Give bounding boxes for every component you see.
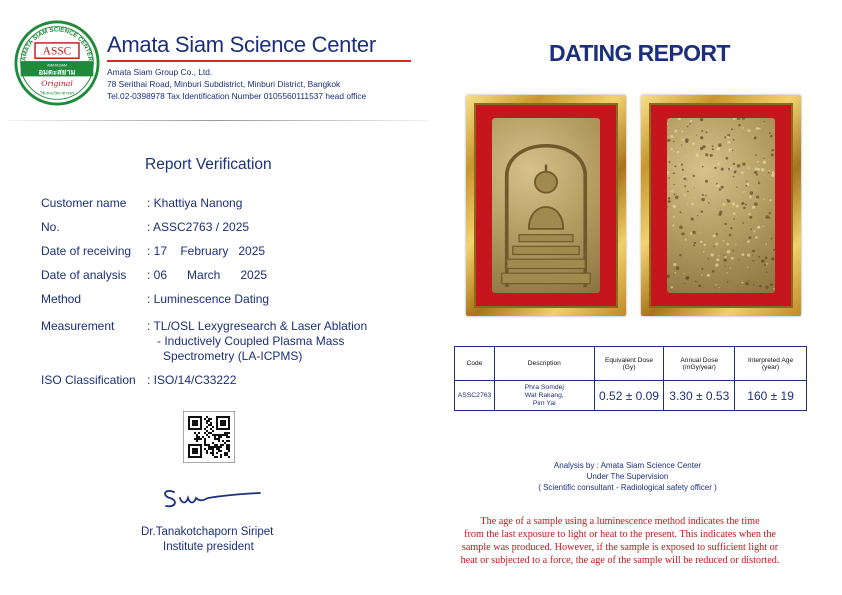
header-code: Code: [455, 347, 495, 381]
disclaimer-line-2: from the last exposure to light or heat to the present. This indicates when the: [464, 529, 776, 540]
header-red-rule: [107, 60, 411, 62]
verification-title: Report Verification: [145, 156, 272, 173]
field-value-measurement-line2: - Inductively Coupled Plasma Mass: [157, 334, 345, 348]
amulet-back: [667, 118, 775, 293]
field-label-measurement: Measurement: [41, 319, 115, 333]
field-label-method: Method: [41, 292, 82, 306]
frame-matte: [474, 103, 618, 308]
disclaimer-line-1: The age of a sample using a luminescence method indicates the time: [480, 516, 760, 527]
disclaimer-line-4: heat or subjected to a force, the age of the sample will be reduced or distorted.: [460, 555, 780, 566]
company-group: Amata Siam Group Co., Ltd.: [107, 67, 213, 77]
header-divider: [8, 120, 428, 121]
field-label-date-analysis: Date of analysis: [41, 268, 127, 282]
company-name: Amata Siam Science Center: [107, 32, 376, 57]
logo-script: Original: [41, 78, 73, 88]
logo-ring-text: AMATA SIAM SCIENCE CENTER: [20, 26, 94, 62]
analysis-consultant: ( Scientific consultant - Radiological safety officer ): [538, 483, 717, 492]
logo-thai-bottom: ใช้แหล่งวิทยาศาสตร์: [39, 90, 75, 96]
header-interpreted-age: Interpreted Age (year): [735, 347, 807, 381]
cell-code: ASSC2763: [455, 381, 495, 411]
signature: [160, 484, 264, 514]
field-value-number: : ASSC2763 / 2025: [147, 220, 250, 234]
company-address: 78 Serithai Road, Minburi Subdistrict, Minburi District, Bangkok: [107, 79, 341, 89]
field-label-customer: Customer name: [41, 196, 127, 210]
signer-name: Dr.Tanakotchaporn Siripet: [141, 526, 274, 538]
dating-results-table: [454, 346, 807, 411]
logo-band-small: AMATASIAM: [47, 63, 67, 68]
amulet-front-photo: [466, 95, 626, 316]
field-value-date-analysis: : 06 March 2025: [147, 268, 268, 282]
table-header-row: [455, 347, 807, 381]
header-annual-dose: Annual Dose (mGy/year): [664, 347, 735, 381]
qr-code[interactable]: [183, 411, 235, 463]
logo-badge-text: ASSC: [42, 45, 72, 58]
frame-matte: [649, 103, 793, 308]
field-value-measurement-line3: Spectrometry (LA-ICPMS): [163, 349, 303, 363]
field-label-iso: ISO Classification: [41, 373, 136, 387]
field-label-date-receiving: Date of receiving: [41, 244, 132, 258]
analysis-supervision: Under The Supervision: [586, 472, 669, 481]
field-value-measurement: : TL/OSL Lexygresearch & Laser Ablation: [147, 319, 368, 333]
field-value-method: : Luminescence Dating: [147, 292, 270, 306]
disclaimer-line-3: sample was produced. However, if the sample is exposed to sufficient light or: [461, 542, 779, 553]
cell-annual-dose: 3.30 ± 0.53: [664, 381, 735, 411]
header-description: Description: [494, 347, 594, 381]
company-contact: Tel.02-0398978 Tax Identification Number 0105560111537 head office: [107, 91, 367, 101]
field-label-number: No.: [41, 220, 60, 234]
table-row: [455, 381, 807, 411]
header-equivalent-dose: Equivalent Dose (Gy): [594, 347, 664, 381]
cell-interpreted-age: 160 ± 19: [735, 381, 807, 411]
field-value-iso: : ISO/14/C33222: [147, 373, 237, 387]
logo-band-thai: อมตะสยาม: [38, 67, 76, 77]
report-title: DATING REPORT: [549, 40, 730, 66]
field-value-customer: : Khattiya Nanong: [147, 196, 243, 210]
cell-description: Phra Somdej Wat Rakang, Pim Yai: [494, 381, 594, 411]
amulet-back-photo: [641, 95, 801, 316]
signer-title: Institute president: [163, 541, 254, 553]
analysis-by: Analysis by : Amata Siam Science Center: [553, 461, 702, 470]
field-value-date-receiving: : 17 February 2025: [147, 244, 266, 258]
cell-equivalent-dose: 0.52 ± 0.09: [594, 381, 664, 411]
amulet-front: [492, 118, 600, 293]
company-logo: [14, 20, 100, 106]
